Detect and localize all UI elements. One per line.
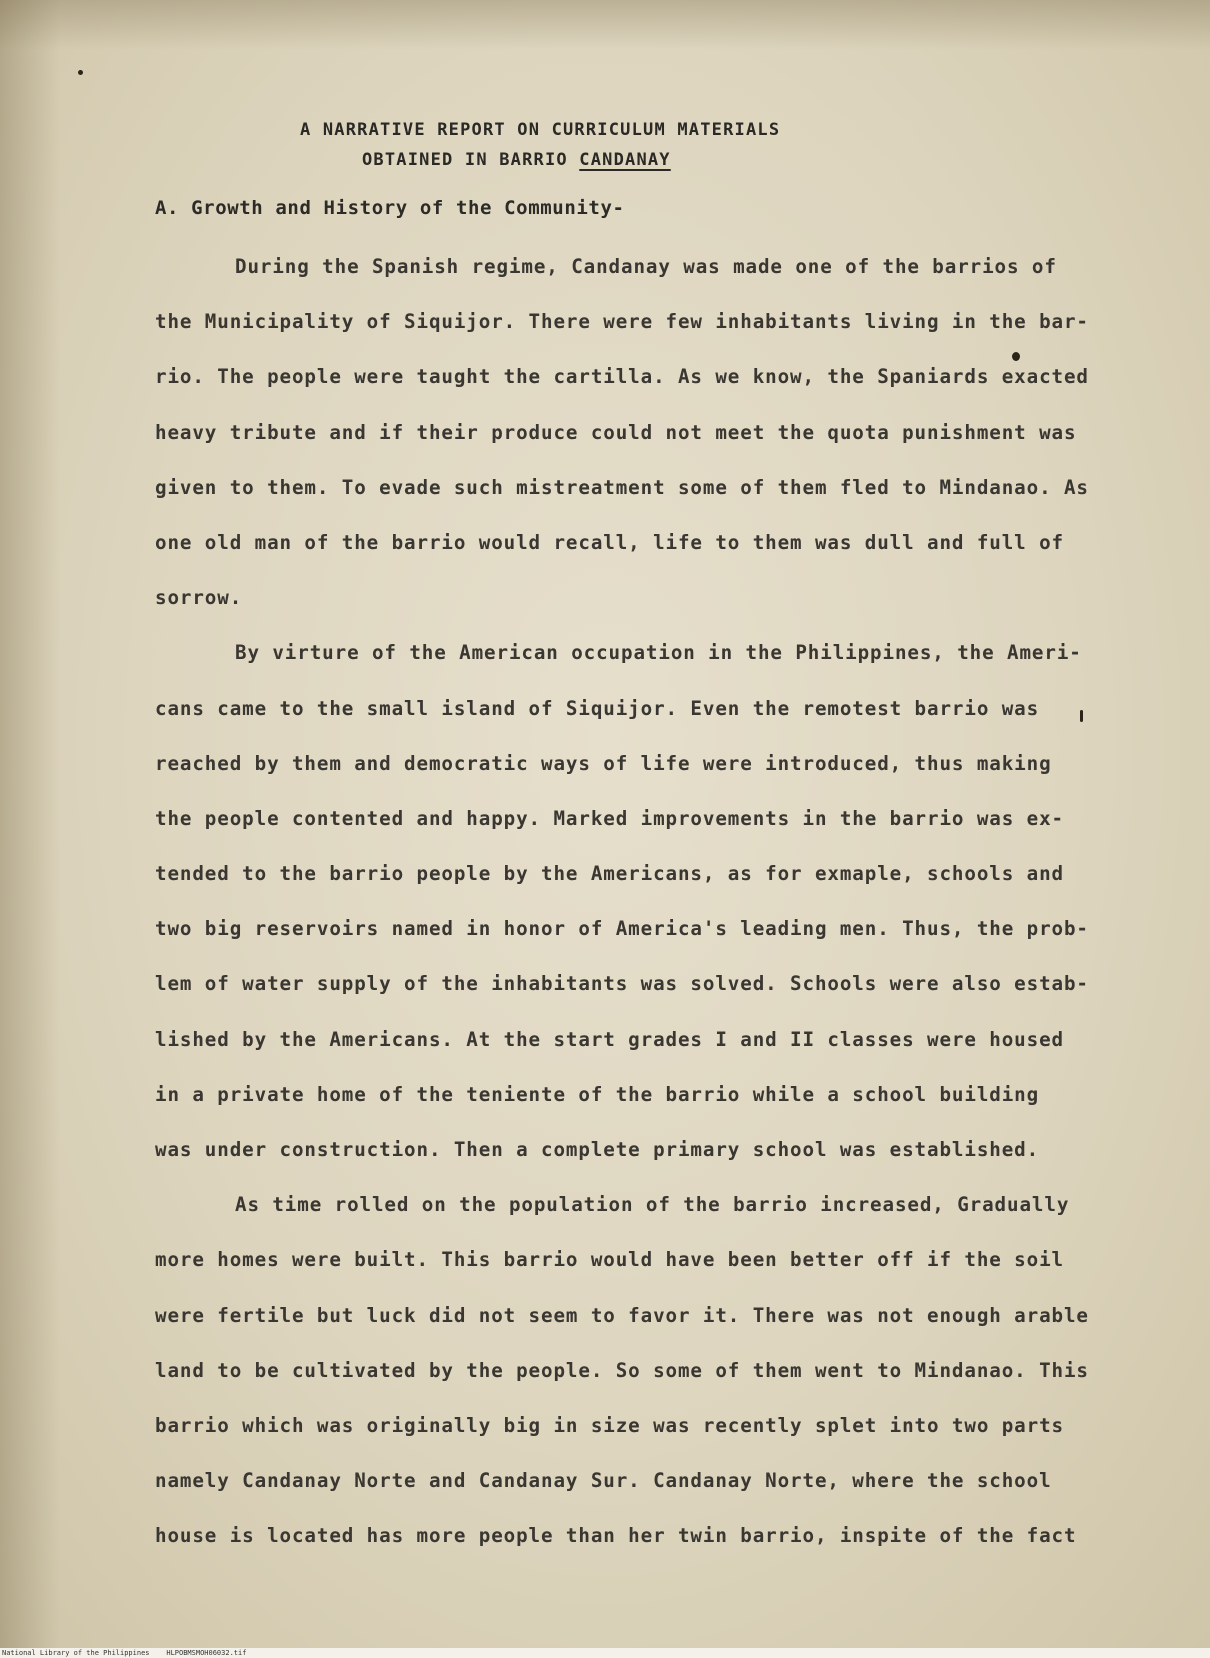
barrio-name: CANDANAY [579, 150, 671, 170]
document-title [300, 115, 920, 175]
text-line: tended to the barrio people by the Americans, as for exmaple, schools and [155, 862, 1064, 886]
section-heading: A. Growth and History of the Community- [155, 197, 625, 219]
text-line: one old man of the barrio would recall, life to them was dull and full of [155, 530, 1064, 554]
text-line: given to them. To evade such mistreatment some of them fled to Mindanao. As [155, 475, 1089, 499]
body-text [155, 250, 1185, 1575]
text-line: barrio which was originally big in size was recently splet into two parts [155, 1413, 1064, 1437]
ink-speck [78, 70, 83, 75]
text-line: more homes were built. This barrio would have been better off if the soil [155, 1248, 1064, 1272]
text-line: cans came to the small island of Siquijor. Even the remotest barrio was [155, 696, 1040, 720]
text-line: two big reservoirs named in honor of America's leading men. Thus, the prob- [155, 917, 1089, 941]
text-line: was under construction. Then a complete primary school was established. [155, 1138, 1040, 1161]
text-line: lem of water supply of the inhabitants was solved. Schools were also estab- [155, 972, 1089, 996]
text-line: sorrow. [155, 586, 243, 610]
text-line: By virture of the American occupation in the Philippines, the Ameri- [235, 641, 1082, 665]
text-line: During the Spanish regime, Candanay was made one of the barrios of [235, 255, 1057, 278]
text-line: in a private home of the teniente of the barrio while a school building [155, 1082, 1040, 1106]
archive-footer: National Library of the Philippines HLPOBMSMOH06032.tif [0, 1648, 1210, 1658]
text-line: rio. The people were taught the cartilla. As we know, the Spaniards exacted [155, 365, 1089, 389]
text-line: house is located has more people than her twin barrio, inspite of the fact [155, 1524, 1077, 1548]
text-line: the people contented and happy. Marked improvements in the barrio was ex- [155, 806, 1064, 830]
page-shadow-left [0, 0, 60, 1648]
text-line: were fertile but luck did not seem to favor it. There was not enough arable [155, 1303, 1089, 1327]
title-line-2 [300, 145, 920, 175]
text-line: lished by the Americans. At the start grades I and II classes were housed [155, 1027, 1064, 1051]
text-line: heavy tribute and if their produce could not meet the quota punishment was [155, 420, 1077, 444]
page-shadow-top [0, 0, 1210, 50]
text-line: the Municipality of Siquijor. There were few inhabitants living in the bar- [155, 310, 1089, 334]
text-line: land to be cultivated by the people. So some of them went to Mindanao. This [155, 1358, 1089, 1382]
title-line-1: A NARRATIVE REPORT ON CURRICULUM MATERIALS [300, 120, 781, 140]
text-line: As time rolled on the population of the barrio increased, Gradually [235, 1193, 1070, 1217]
text-line: namely Candanay Norte and Candanay Sur. Candanay Norte, where the school [155, 1469, 1052, 1493]
text-line: reached by them and democratic ways of life were introduced, thus making [155, 751, 1052, 775]
title-line-2-prefix: OBTAINED IN BARRIO [362, 150, 568, 170]
